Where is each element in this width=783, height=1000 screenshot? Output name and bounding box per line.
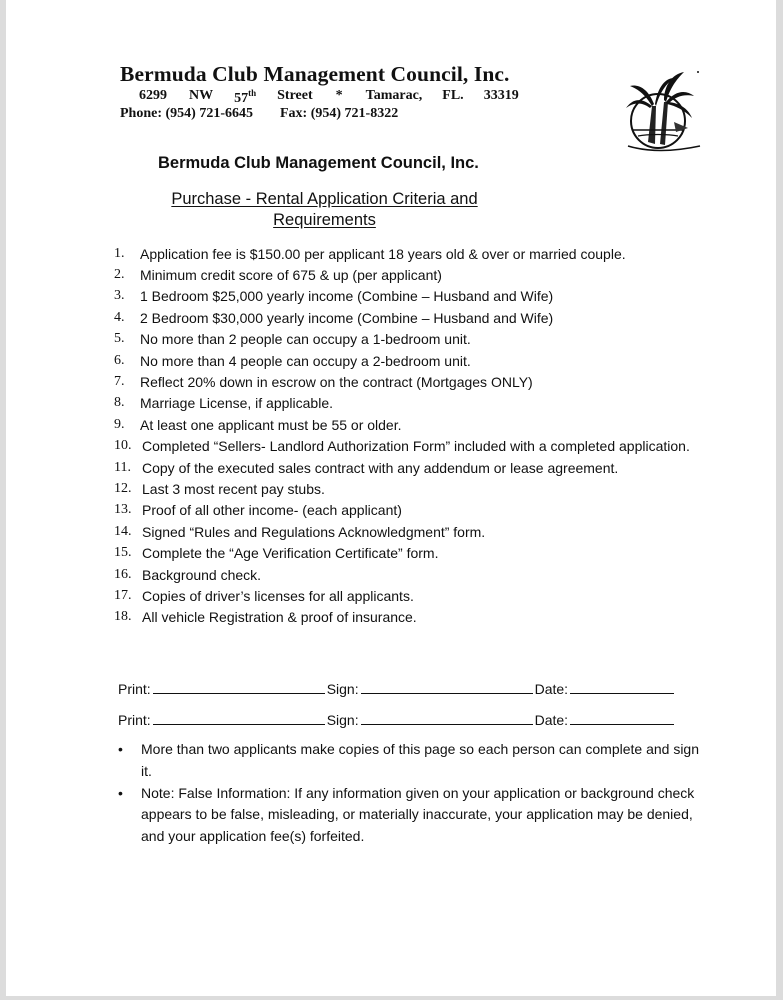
criteria-text: 2 Bedroom $30,000 yearly income (Combine – Husband and Wife) — [140, 309, 554, 326]
criteria-text: Last 3 most recent pay stubs. — [142, 480, 325, 497]
criteria-number: 18. — [114, 609, 132, 625]
address-direction: NW — [189, 88, 214, 103]
criteria-number: 15. — [114, 545, 132, 561]
address-street-number: 57th — [234, 88, 257, 106]
criteria-text: At least one applicant must be 55 or older. — [140, 416, 402, 433]
criteria-number: 2. — [114, 267, 125, 283]
subtitle-line-1: Purchase - Rental Application Criteria and — [171, 190, 478, 208]
address-city: Tamarac, — [365, 88, 423, 103]
criteria-text: Signed “Rules and Regulations Acknowledgment” form. — [142, 523, 486, 540]
document-heading: Bermuda Club Management Council, Inc. — [158, 154, 479, 172]
criteria-text: Copy of the executed sales contract with any addendum or lease agreement. — [142, 459, 619, 476]
criteria-number: 8. — [114, 395, 125, 411]
sign-label: Sign: — [326, 712, 359, 728]
criteria-text: Copies of driver’s licenses for all applicants. — [142, 587, 414, 604]
criteria-text: Proof of all other income- (each applicant) — [142, 502, 402, 519]
criteria-item — [114, 607, 754, 628]
criteria-text: Reflect 20% down in escrow on the contract (Mortgages ONLY) — [140, 374, 533, 391]
criteria-text: Minimum credit score of 675 & up (per applicant) — [140, 267, 442, 284]
criteria-item — [114, 243, 754, 264]
criteria-item — [114, 264, 754, 285]
address-separator: * — [335, 88, 343, 103]
criteria-number: 17. — [114, 587, 132, 603]
print-label: Print: — [118, 712, 151, 728]
print-label: Print: — [118, 681, 151, 697]
criteria-item — [114, 542, 754, 563]
criteria-text: All vehicle Registration & proof of insurance. — [142, 609, 417, 626]
date-label: Date: — [534, 681, 569, 697]
criteria-item — [114, 393, 754, 414]
criteria-number: 16. — [114, 566, 132, 582]
criteria-item — [114, 329, 754, 350]
letterhead-contact — [120, 106, 398, 122]
criteria-item — [114, 350, 754, 371]
criteria-number: 5. — [114, 331, 125, 347]
signature-row-1 — [118, 681, 676, 697]
notes-list — [118, 739, 708, 848]
criteria-text: 1 Bedroom $25,000 yearly income (Combine – Husband and Wife) — [140, 288, 554, 305]
criteria-item — [114, 500, 754, 521]
address-street-word: Street — [277, 88, 313, 103]
date-field-2[interactable] — [570, 712, 674, 725]
date-label: Date: — [534, 712, 569, 728]
letterhead-address — [139, 88, 519, 107]
criteria-number: 10. — [114, 438, 132, 454]
criteria-item — [114, 414, 754, 435]
criteria-text: Marriage License, if applicable. — [140, 395, 333, 412]
criteria-number: 4. — [114, 309, 125, 325]
document-page — [6, 0, 776, 996]
sign-field-1[interactable] — [361, 681, 533, 694]
criteria-number: 14. — [114, 523, 132, 539]
criteria-number: 13. — [114, 502, 132, 518]
palm-tree-logo-icon — [618, 66, 702, 154]
criteria-number: 7. — [114, 374, 125, 390]
criteria-text: Completed “Sellers- Landlord Authorization Form” included with a completed application. — [142, 438, 690, 455]
address-state: FL. — [442, 88, 464, 103]
criteria-number: 3. — [114, 288, 125, 304]
note-text: More than two applicants make copies of this page so each person can complete and sign it. — [141, 741, 699, 779]
criteria-list — [114, 243, 754, 628]
criteria-number: 1. — [114, 245, 125, 261]
sign-label: Sign: — [326, 681, 359, 697]
subtitle-line-2: Requirements — [273, 211, 376, 229]
note-item — [118, 739, 708, 783]
criteria-item — [114, 564, 754, 585]
criteria-item — [114, 585, 754, 606]
criteria-item — [114, 307, 754, 328]
criteria-item — [114, 286, 754, 307]
criteria-item — [114, 478, 754, 499]
bullet-icon: • — [118, 741, 123, 757]
bullet-icon: • — [118, 784, 123, 801]
sign-field-2[interactable] — [361, 712, 533, 725]
criteria-number: 6. — [114, 352, 125, 368]
criteria-number: 9. — [114, 416, 125, 432]
address-zip: 33319 — [483, 88, 519, 103]
criteria-number: 11. — [114, 459, 131, 475]
criteria-text: Background check. — [142, 566, 262, 583]
criteria-item — [114, 436, 754, 457]
criteria-item — [114, 371, 754, 392]
criteria-item — [114, 457, 754, 478]
criteria-number: 12. — [114, 480, 132, 496]
letterhead-phone: Phone: (954) 721-6645 — [120, 106, 253, 121]
signature-row-2 — [118, 712, 676, 728]
letterhead-org-name: Bermuda Club Management Council, Inc. — [120, 62, 510, 86]
criteria-item — [114, 521, 754, 542]
date-field-1[interactable] — [570, 681, 674, 694]
criteria-text: No more than 2 people can occupy a 1-bedroom unit. — [140, 331, 471, 348]
criteria-text: Complete the “Age Verification Certificate” form. — [142, 545, 439, 562]
note-text: Note: False Information: If any information given on your application or background check appears to be false, misleading, or materially inaccurate, your application may be denied, and your application fee(s) forfeited. — [141, 784, 695, 845]
print-field-1[interactable] — [153, 681, 325, 694]
letterhead-fax: Fax: (954) 721-8322 — [280, 106, 399, 121]
document-subtitle — [156, 189, 493, 231]
address-number: 6299 — [139, 88, 167, 103]
criteria-text: Application fee is $150.00 per applicant 18 years old & over or married couple. — [140, 245, 626, 262]
print-field-2[interactable] — [153, 712, 325, 725]
criteria-text: No more than 4 people can occupy a 2-bedroom unit. — [140, 352, 471, 369]
note-item — [118, 783, 708, 848]
